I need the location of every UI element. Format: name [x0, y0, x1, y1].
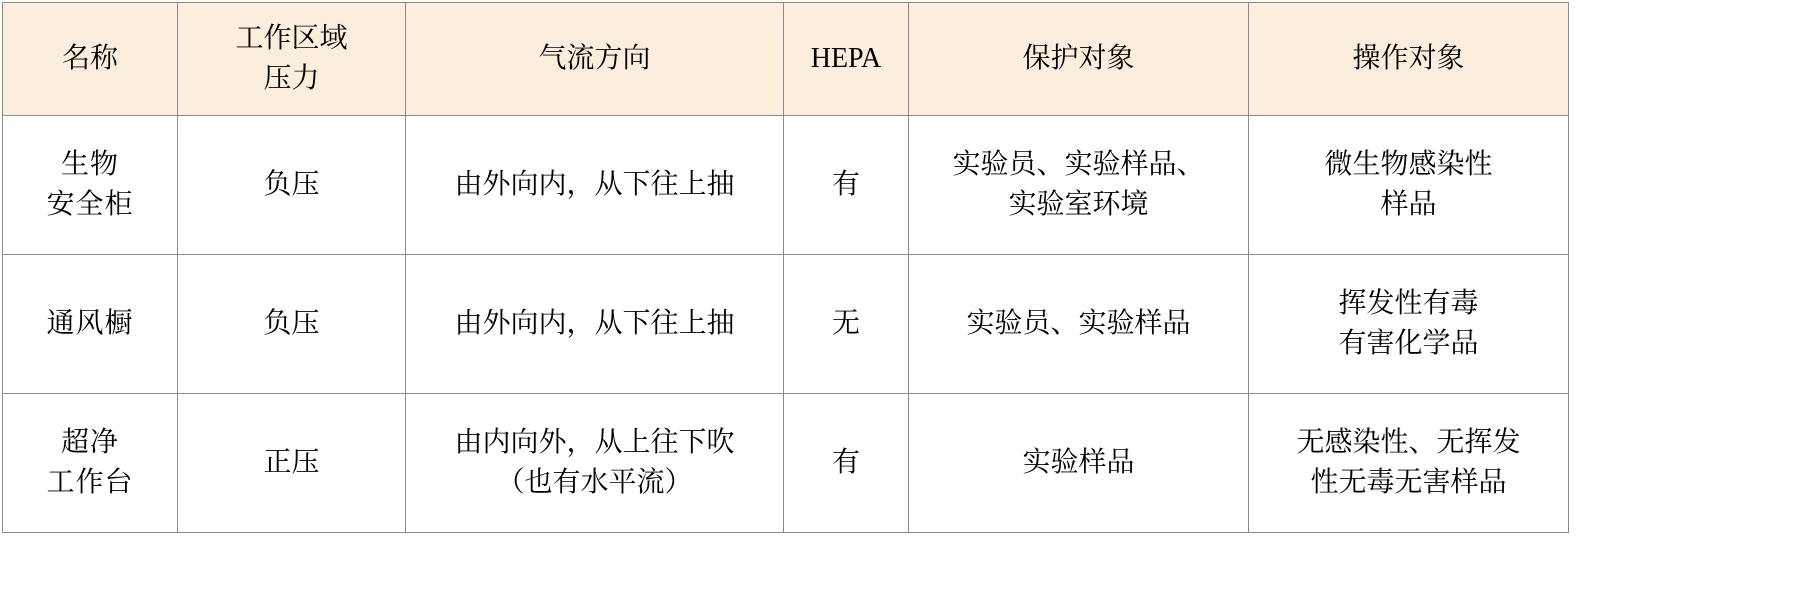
- cell-operate: [1249, 394, 1569, 533]
- cell-hepa: 有: [784, 116, 909, 255]
- cell-operate-line-1: 挥发性有毒: [1338, 288, 1479, 320]
- cell-pressure: 负压: [178, 255, 406, 394]
- header-cell-operate: [1249, 3, 1569, 116]
- cell-airflow-line-2: （也有水平流）: [496, 467, 693, 498]
- cell-name-line-2: 工作台: [46, 467, 134, 498]
- cell-name-line-2: 安全柜: [46, 189, 134, 220]
- cell-name: [3, 255, 178, 394]
- header-cell-hepa: [784, 3, 909, 116]
- cell-operate-line-2: 性无毒无害样品: [1310, 467, 1507, 498]
- header-operate-line-1: 操作对象: [1352, 43, 1465, 75]
- cell-protect-line-1: 实验员、实验样品、: [952, 149, 1205, 181]
- equipment-comparison-table: [2, 2, 1569, 533]
- cell-operate-line-1: 微生物感染性: [1324, 149, 1493, 181]
- cell-protect: [909, 255, 1249, 394]
- header-cell-protect: [909, 3, 1249, 116]
- header-name-line-1: 名称: [61, 43, 118, 75]
- cell-airflow: [406, 116, 784, 255]
- cell-pressure: 正压: [178, 394, 406, 533]
- header-hepa-line-1: HEPA: [810, 43, 882, 75]
- table-row: [3, 116, 1569, 255]
- cell-protect-line-1: 实验员、实验样品: [966, 308, 1191, 340]
- cell-airflow: [406, 255, 784, 394]
- cell-airflow: [406, 394, 784, 533]
- header-cell-name: [3, 3, 178, 116]
- cell-operate-line-2: 样品: [1380, 189, 1437, 220]
- cell-name-line-1: 通风橱: [46, 308, 134, 340]
- cell-airflow-line-1: 由外向内，从下往上抽: [454, 169, 735, 201]
- header-row: [3, 3, 1569, 116]
- cell-operate: [1249, 116, 1569, 255]
- table-row: [3, 394, 1569, 533]
- cell-operate: [1249, 255, 1569, 394]
- table-row: [3, 255, 1569, 394]
- table-header: [3, 3, 1569, 116]
- cell-name: [3, 394, 178, 533]
- header-cell-pressure: [178, 3, 406, 116]
- cell-operate-line-1: 无感染性、无挥发: [1296, 427, 1521, 459]
- header-protect-line-1: 保护对象: [1022, 43, 1135, 75]
- cell-protect: [909, 116, 1249, 255]
- cell-name-line-1: 生物: [60, 149, 119, 181]
- cell-name-line-1: 超净: [60, 427, 119, 459]
- header-airflow-line-1: 气流方向: [538, 43, 651, 75]
- table-body: [3, 116, 1569, 533]
- cell-airflow-line-1: 由内向外，从上往下吹: [454, 427, 735, 459]
- cell-name: [3, 116, 178, 255]
- cell-protect-line-2: 实验室环境: [1008, 189, 1149, 220]
- comparison-table-container: [2, 2, 1568, 533]
- header-pressure-line-2: 压力: [263, 63, 320, 94]
- cell-protect: [909, 394, 1249, 533]
- cell-pressure: 负压: [178, 116, 406, 255]
- cell-hepa: 无: [784, 255, 909, 394]
- cell-hepa: 有: [784, 394, 909, 533]
- cell-airflow-line-1: 由外向内，从下往上抽: [454, 308, 735, 340]
- cell-operate-line-2: 有害化学品: [1338, 328, 1479, 359]
- header-cell-airflow: [406, 3, 784, 116]
- header-pressure-line-1: 工作区域: [235, 23, 348, 55]
- cell-protect-line-1: 实验样品: [1022, 447, 1135, 479]
